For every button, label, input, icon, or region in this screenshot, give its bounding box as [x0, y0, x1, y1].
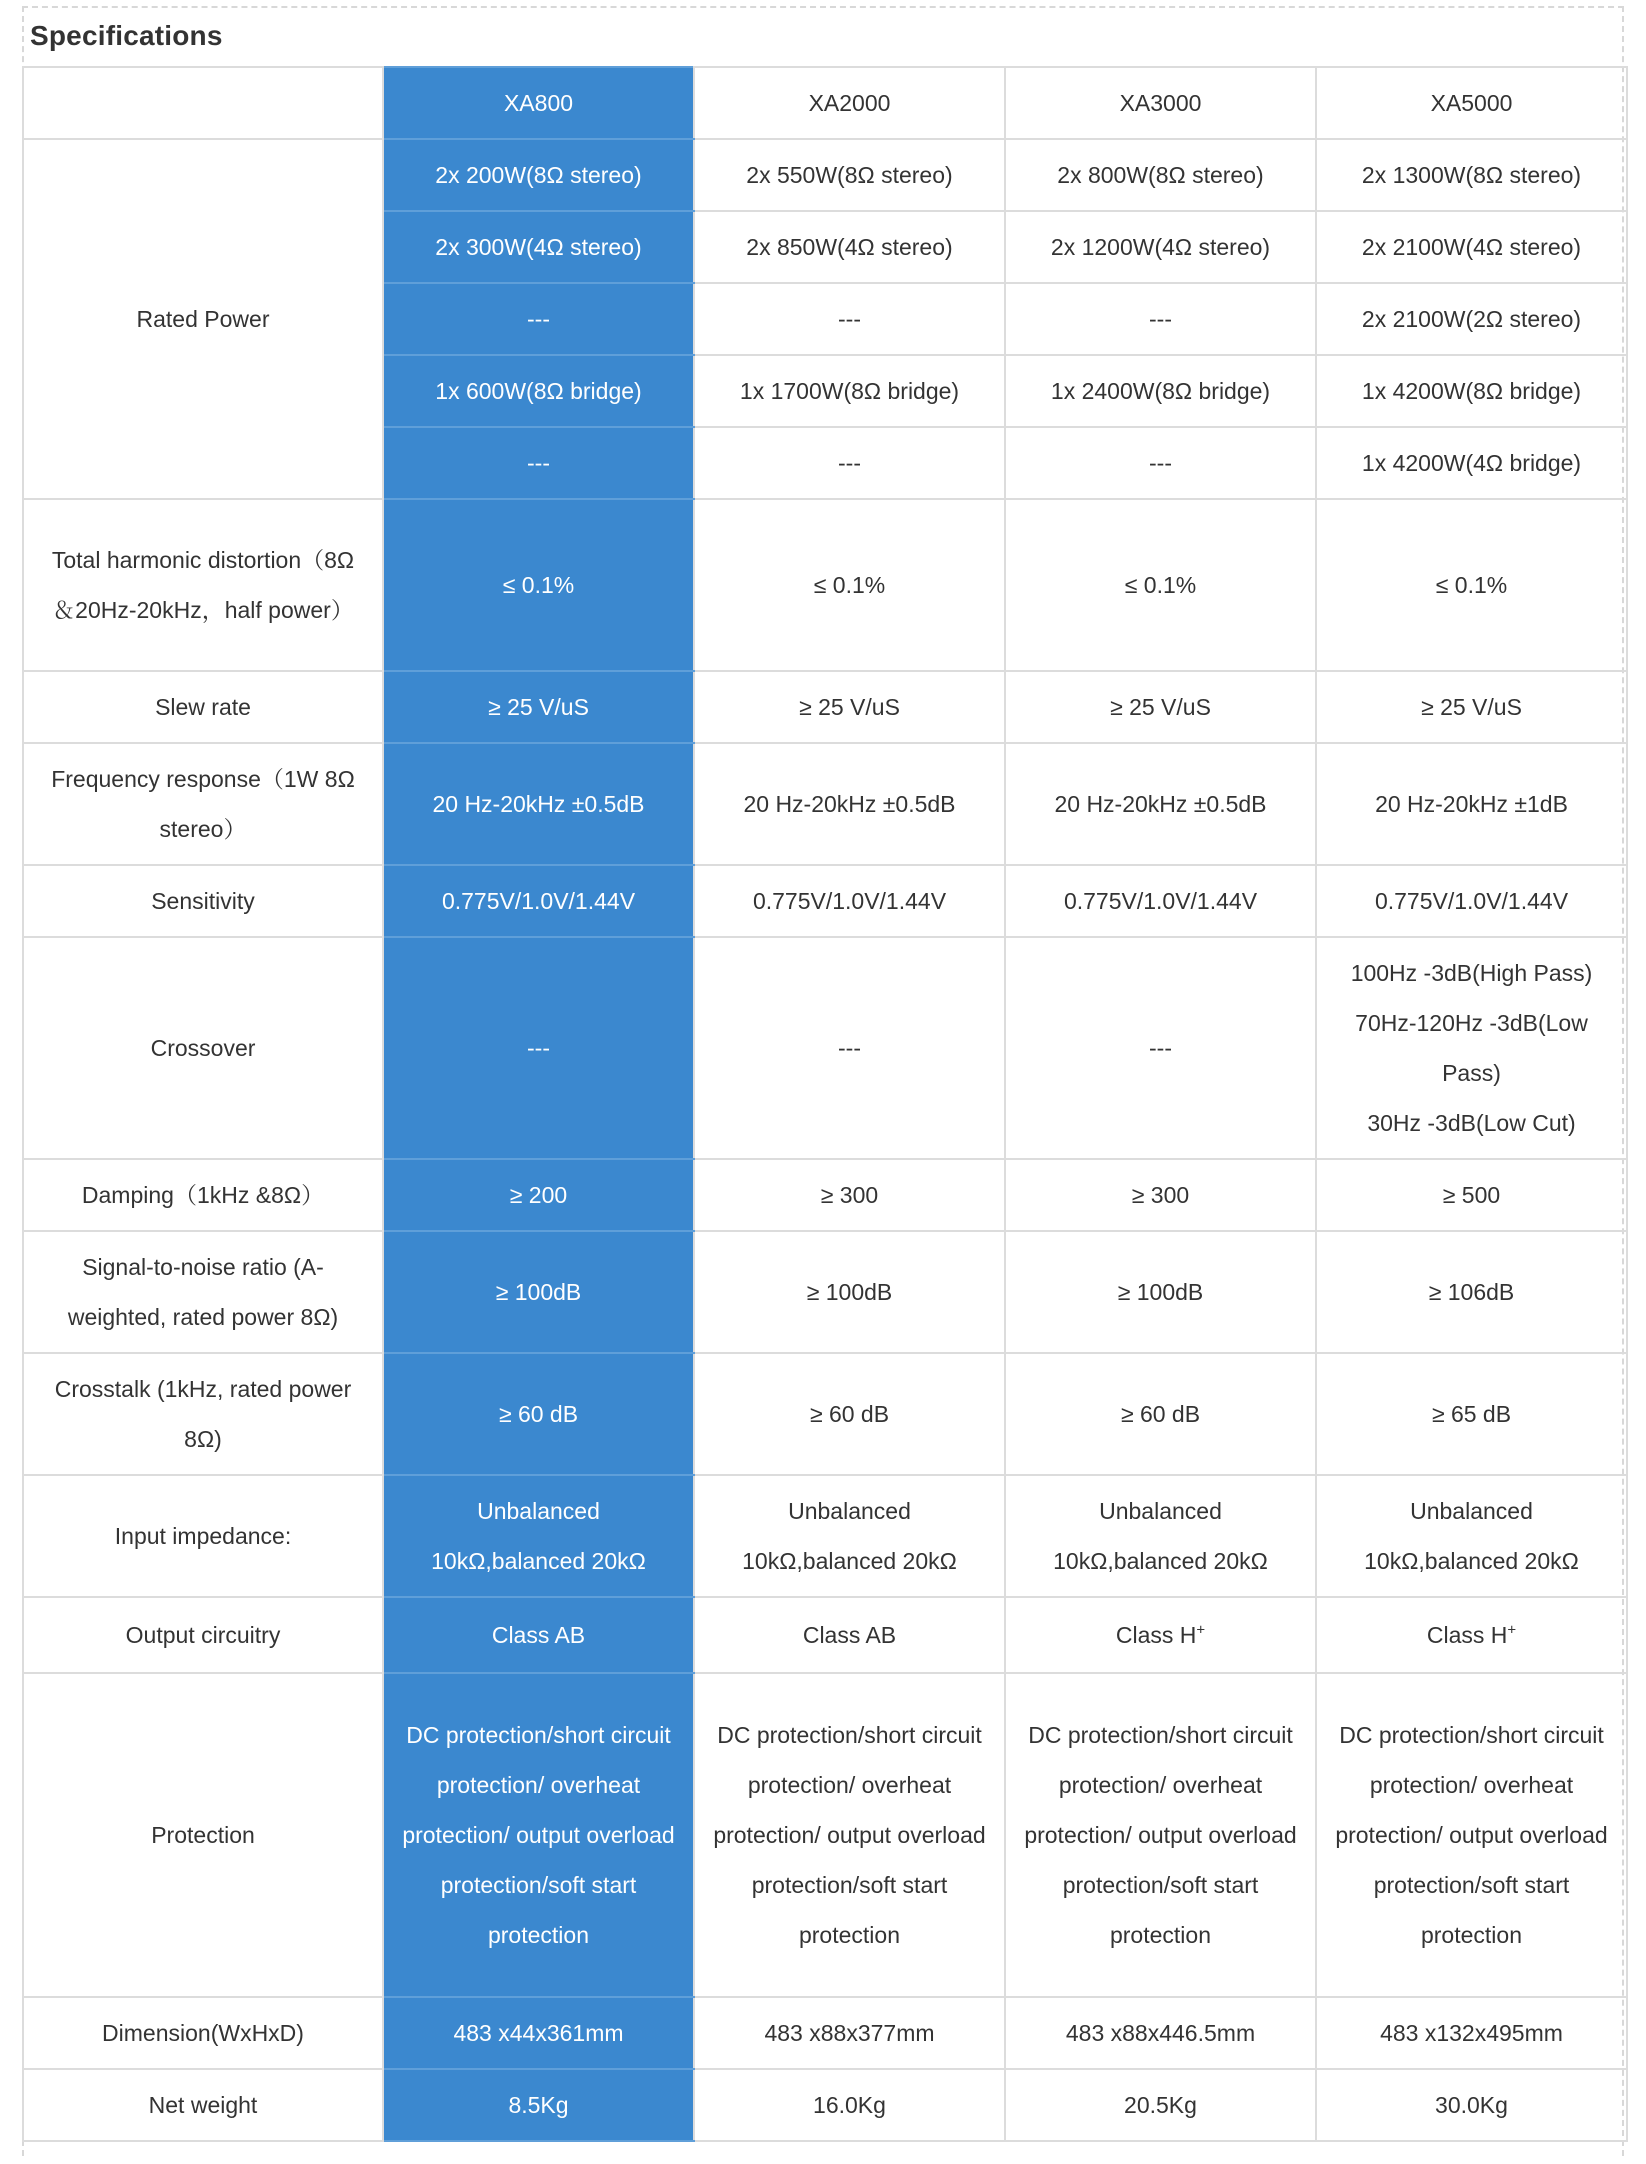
column-header-xa800: XA800 — [383, 67, 694, 139]
table-cell: 20 Hz-20kHz ±0.5dB — [383, 743, 694, 865]
table-cell: ≤ 0.1% — [1005, 499, 1316, 671]
row-label-damping: Damping（1kHz &8Ω） — [23, 1159, 383, 1231]
table-cell: 0.775V/1.0V/1.44V — [1005, 865, 1316, 937]
table-cell: ≥ 200 — [383, 1159, 694, 1231]
table-cell: 8.5Kg — [383, 2069, 694, 2141]
table-cell — [1316, 1475, 1627, 1597]
table-cell: 2x 550W(8Ω stereo) — [694, 139, 1005, 211]
table-cell — [1316, 937, 1627, 1159]
table-cell: 2x 1200W(4Ω stereo) — [1005, 211, 1316, 283]
class-superscript: + — [1196, 1621, 1206, 1639]
specifications-table — [22, 66, 1628, 2142]
class-text: Class H — [1115, 1622, 1197, 1648]
table-cell — [1005, 1475, 1316, 1597]
column-header-xa3000: XA3000 — [1005, 67, 1316, 139]
row-label-crosstalk: Crosstalk (1kHz, rated power 8Ω) — [23, 1353, 383, 1475]
table-row — [23, 865, 1627, 937]
table-cell: ≥ 300 — [694, 1159, 1005, 1231]
table-cell: --- — [694, 427, 1005, 499]
impedance-line: 10kΩ,balanced 20kΩ — [742, 1548, 957, 1574]
row-label-frequency-response: Frequency response（1W 8Ω stereo） — [23, 743, 383, 865]
table-cell: ≥ 25 V/uS — [1005, 671, 1316, 743]
table-cell: ≥ 25 V/uS — [383, 671, 694, 743]
row-label-protection: Protection — [23, 1673, 383, 1997]
impedance-line: 10kΩ,balanced 20kΩ — [431, 1548, 646, 1574]
table-cell: ≥ 500 — [1316, 1159, 1627, 1231]
impedance-line: Unbalanced — [788, 1498, 911, 1524]
section-title: Specifications — [30, 20, 223, 51]
table-cell: 20.5Kg — [1005, 2069, 1316, 2141]
table-cell: --- — [1005, 283, 1316, 355]
crossover-line: 70Hz-120Hz -3dB(Low Pass) — [1355, 1010, 1588, 1086]
table-cell: Class AB — [694, 1597, 1005, 1673]
table-cell: ≤ 0.1% — [1316, 499, 1627, 671]
table-cell: 0.775V/1.0V/1.44V — [383, 865, 694, 937]
row-label-output-circuitry: Output circuitry — [23, 1597, 383, 1673]
table-cell: DC protection/short circuit protection/ overheat protection/ output overload protection/soft start protection — [694, 1673, 1005, 1997]
crossover-line: 30Hz -3dB(Low Cut) — [1367, 1110, 1576, 1136]
impedance-line: 10kΩ,balanced 20kΩ — [1053, 1548, 1268, 1574]
table-cell: DC protection/short circuit protection/ overheat protection/ output overload protection/soft start protection — [1316, 1673, 1627, 1997]
table-cell: 483 x44x361mm — [383, 1997, 694, 2069]
table-cell: 483 x88x446.5mm — [1005, 1997, 1316, 2069]
table-cell: --- — [694, 283, 1005, 355]
table-cell: 1x 1700W(8Ω bridge) — [694, 355, 1005, 427]
row-label-rated-power: Rated Power — [23, 139, 383, 499]
header-empty-cell — [23, 67, 383, 139]
table-cell: --- — [383, 283, 694, 355]
table-cell — [694, 1475, 1005, 1597]
table-cell: 2x 1300W(8Ω stereo) — [1316, 139, 1627, 211]
table-cell: DC protection/short circuit protection/ overheat protection/ output overload protection/soft start protection — [1005, 1673, 1316, 1997]
table-row — [23, 2069, 1627, 2141]
table-row — [23, 1159, 1627, 1231]
table-cell: 2x 2100W(4Ω stereo) — [1316, 211, 1627, 283]
table-cell: 20 Hz-20kHz ±1dB — [1316, 743, 1627, 865]
table-row — [23, 937, 1627, 1159]
table-cell: 2x 2100W(2Ω stereo) — [1316, 283, 1627, 355]
table-cell: 483 x132x495mm — [1316, 1997, 1627, 2069]
table-cell: 1x 600W(8Ω bridge) — [383, 355, 694, 427]
table-cell: 1x 4200W(4Ω bridge) — [1316, 427, 1627, 499]
table-cell: 20 Hz-20kHz ±0.5dB — [1005, 743, 1316, 865]
row-label-slew-rate: Slew rate — [23, 671, 383, 743]
table-row — [23, 743, 1627, 865]
table-cell: --- — [383, 937, 694, 1159]
column-header-xa5000: XA5000 — [1316, 67, 1627, 139]
table-cell: 30.0Kg — [1316, 2069, 1627, 2141]
table-cell: --- — [1005, 427, 1316, 499]
table-row — [23, 671, 1627, 743]
table-cell: 1x 2400W(8Ω bridge) — [1005, 355, 1316, 427]
table-cell: 2x 300W(4Ω stereo) — [383, 211, 694, 283]
table-cell: 1x 4200W(8Ω bridge) — [1316, 355, 1627, 427]
table-cell: 2x 850W(4Ω stereo) — [694, 211, 1005, 283]
table-cell: ≥ 106dB — [1316, 1231, 1627, 1353]
table-cell: Class AB — [383, 1597, 694, 1673]
row-label-dimension: Dimension(WxHxD) — [23, 1997, 383, 2069]
crossover-line: 100Hz -3dB(High Pass) — [1350, 960, 1593, 986]
table-cell: ≤ 0.1% — [383, 499, 694, 671]
table-cell: --- — [694, 937, 1005, 1159]
row-label-sensitivity: Sensitivity — [23, 865, 383, 937]
table-row — [23, 1997, 1627, 2069]
row-label-net-weight: Net weight — [23, 2069, 383, 2141]
row-label-crossover: Crossover — [23, 937, 383, 1159]
column-header-xa2000: XA2000 — [694, 67, 1005, 139]
table-cell: ≥ 25 V/uS — [694, 671, 1005, 743]
table-header-row — [23, 67, 1627, 139]
row-label-input-impedance: Input impedance: — [23, 1475, 383, 1597]
class-superscript: + — [1507, 1621, 1517, 1639]
impedance-line: Unbalanced — [1410, 1498, 1533, 1524]
table-cell: ≥ 60 dB — [694, 1353, 1005, 1475]
table-cell — [1316, 1597, 1627, 1673]
table-cell: DC protection/short circuit protection/ overheat protection/ output overload protection/soft start protection — [383, 1673, 694, 1997]
table-row — [23, 139, 1627, 211]
table-row — [23, 499, 1627, 671]
table-cell: ≥ 65 dB — [1316, 1353, 1627, 1475]
table-cell: ≤ 0.1% — [694, 499, 1005, 671]
table-cell: --- — [383, 427, 694, 499]
table-cell: 2x 800W(8Ω stereo) — [1005, 139, 1316, 211]
table-cell: 2x 200W(8Ω stereo) — [383, 139, 694, 211]
table-cell: 16.0Kg — [694, 2069, 1005, 2141]
table-cell: --- — [1005, 937, 1316, 1159]
impedance-line: Unbalanced — [477, 1498, 600, 1524]
table-row — [23, 1353, 1627, 1475]
table-cell: 20 Hz-20kHz ±0.5dB — [694, 743, 1005, 865]
row-label-thd: Total harmonic distortion（8Ω ＆20Hz-20kHz，half power） — [23, 499, 383, 671]
table-cell: ≥ 60 dB — [383, 1353, 694, 1475]
row-label-snr: Signal-to-noise ratio (A-weighted, rated power 8Ω) — [23, 1231, 383, 1353]
table-cell: ≥ 25 V/uS — [1316, 671, 1627, 743]
table-cell: ≥ 100dB — [383, 1231, 694, 1353]
impedance-line: Unbalanced — [1099, 1498, 1222, 1524]
table-row — [23, 1673, 1627, 1997]
table-cell: 0.775V/1.0V/1.44V — [694, 865, 1005, 937]
table-row — [23, 1231, 1627, 1353]
table-cell — [1005, 1597, 1316, 1673]
table-cell: 0.775V/1.0V/1.44V — [1316, 865, 1627, 937]
class-text: Class H — [1426, 1622, 1508, 1648]
table-cell: ≥ 100dB — [694, 1231, 1005, 1353]
table-cell: ≥ 300 — [1005, 1159, 1316, 1231]
table-cell: 483 x88x377mm — [694, 1997, 1005, 2069]
impedance-line: 10kΩ,balanced 20kΩ — [1364, 1548, 1579, 1574]
table-cell: ≥ 60 dB — [1005, 1353, 1316, 1475]
table-cell: ≥ 100dB — [1005, 1231, 1316, 1353]
table-cell — [383, 1475, 694, 1597]
table-row — [23, 1597, 1627, 1673]
table-row — [23, 1475, 1627, 1597]
